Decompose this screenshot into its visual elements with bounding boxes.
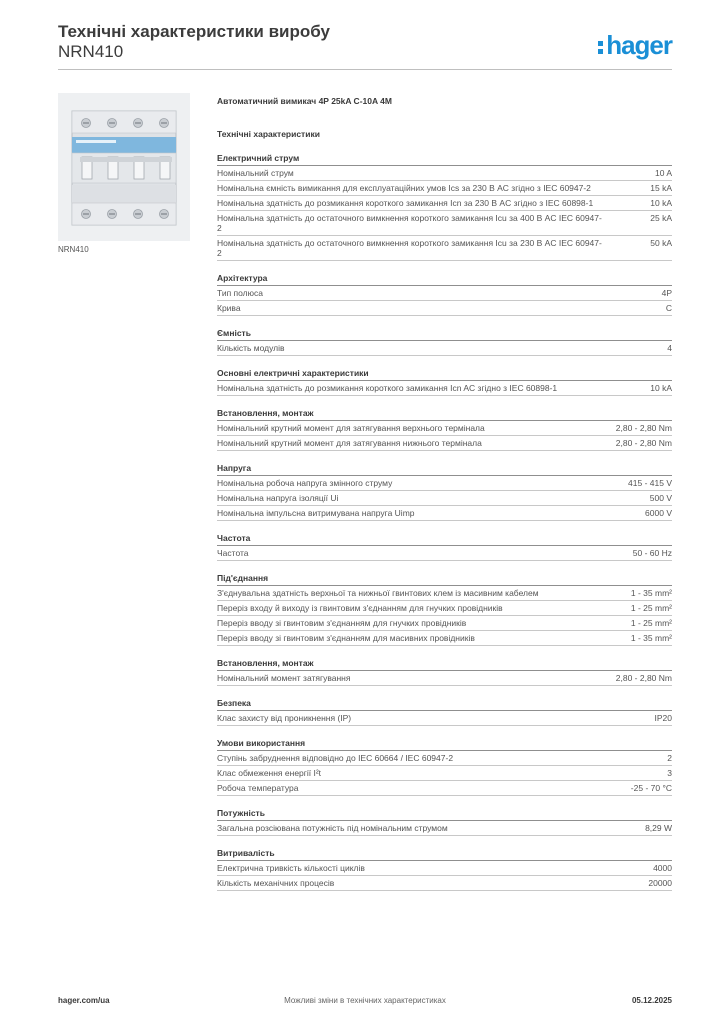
spec-value: 20000 <box>648 878 672 888</box>
spec-value: 4 <box>667 343 672 353</box>
spec-label: Номінальна здатність до остаточного вимкнення короткого замикання Icu за 400 В AC IEC 60947-2 <box>217 213 602 233</box>
product-image <box>58 93 190 241</box>
spec-row <box>217 821 672 836</box>
spec-value: 50 - 60 Hz <box>632 548 672 558</box>
section-title: Потужність <box>217 808 672 821</box>
spec-section <box>217 463 672 521</box>
spec-label: Номінальна здатність до розмикання короткого замикання Icn AC згідно з IEC 60898-1 <box>217 383 558 393</box>
spec-label: З'єднувальна здатність верхньої та нижньої гвинтових клем із масивним кабелем <box>217 588 539 598</box>
section-title: Частота <box>217 533 672 546</box>
spec-label: Переріз вводу зі гвинтовим з'єднанням для масивних провідників <box>217 633 475 643</box>
spec-value: 3 <box>667 768 672 778</box>
spec-section <box>217 273 672 316</box>
footer-note: Можливі зміни в технічних характеристиках <box>284 996 446 1005</box>
spec-value: -25 - 70 °C <box>630 783 672 793</box>
spec-value: 2 <box>667 753 672 763</box>
spec-value: 2,80 - 2,80 Nm <box>615 423 672 433</box>
spec-sections <box>217 153 672 891</box>
spec-label: Кількість модулів <box>217 343 285 353</box>
spec-value: 1 - 25 mm² <box>630 603 672 613</box>
circuit-breaker-illustration <box>58 93 190 241</box>
spec-row <box>217 476 672 491</box>
spec-row <box>217 491 672 506</box>
section-title: Під'єднання <box>217 573 672 586</box>
spec-row <box>217 506 672 521</box>
spec-label: Клас обмеження енергії I²t <box>217 768 322 778</box>
spec-section <box>217 738 672 796</box>
spec-row <box>217 601 672 616</box>
spec-value: IP20 <box>654 713 672 723</box>
spec-section <box>217 808 672 836</box>
spec-label: Номінальна ємність вимикання для експлуатаційних умов Ics за 230 В AC згідно з IEC 60947-2 <box>217 183 591 193</box>
section-title: Встановлення, монтаж <box>217 408 672 421</box>
logo-text: hager <box>606 30 672 60</box>
spec-section <box>217 573 672 646</box>
spec-value: 415 - 415 V <box>628 478 672 488</box>
spec-row <box>217 211 672 236</box>
spec-content <box>217 96 672 891</box>
spec-value: 6000 V <box>645 508 672 518</box>
footer-website: hager.com/ua <box>58 996 110 1005</box>
spec-value: 2,80 - 2,80 Nm <box>615 438 672 448</box>
spec-section <box>217 153 672 261</box>
spec-label: Номінальний момент затягування <box>217 673 351 683</box>
spec-label: Номінальна імпульсна витримувана напруга Uimp <box>217 508 415 518</box>
spec-label: Номінальний крутний момент для затягування нижнього термінала <box>217 438 482 448</box>
section-title: Основні електричні характеристики <box>217 368 672 381</box>
spec-value: 1 - 25 mm² <box>630 618 672 628</box>
spec-row <box>217 181 672 196</box>
spec-row <box>217 236 672 261</box>
spec-value: 8,29 W <box>645 823 672 833</box>
spec-row <box>217 421 672 436</box>
spec-row <box>217 341 672 356</box>
spec-row <box>217 671 672 686</box>
spec-label: Електрична тривкість кількості циклів <box>217 863 365 873</box>
product-name: Автоматичний вимикач 4P 25kA C-10A 4M <box>217 96 392 106</box>
spec-label: Номінальна здатність до розмикання короткого замикання Icn за 230 В AC згідно з IEC 60898-1 <box>217 198 594 208</box>
spec-label: Номінальна напруга ізоляції Ui <box>217 493 339 503</box>
spec-label: Загальна розсіювана потужність під номінальним струмом <box>217 823 448 833</box>
spec-value: 4P <box>661 288 672 298</box>
section-title: Електричний струм <box>217 153 672 166</box>
spec-row <box>217 381 672 396</box>
spec-row <box>217 781 672 796</box>
section-title: Ємність <box>217 328 672 341</box>
spec-label: Переріз входу й виходу із гвинтовим з'єднанням для гнучких провідників <box>217 603 503 613</box>
spec-row <box>217 766 672 781</box>
spec-label: Номінальна робоча напруга змінного струму <box>217 478 393 488</box>
spec-section <box>217 698 672 726</box>
spec-label: Номінальний струм <box>217 168 294 178</box>
footer-date: 05.12.2025 <box>631 996 672 1005</box>
spec-row <box>217 546 672 561</box>
section-title: Напруга <box>217 463 672 476</box>
spec-row <box>217 711 672 726</box>
spec-value: C <box>665 303 672 313</box>
spec-label: Частота <box>217 548 249 558</box>
spec-label: Переріз вводу зі гвинтовим з'єднанням для гнучких провідників <box>217 618 467 628</box>
spec-value: 500 V <box>649 493 672 503</box>
spec-row <box>217 166 672 181</box>
product-code: NRN410 <box>58 42 124 61</box>
spec-value: 10 A <box>654 168 672 178</box>
spec-label: Клас захисту від проникнення (IP) <box>217 713 352 723</box>
tech-specs-heading: Технічні характеристики <box>217 129 320 139</box>
spec-value: 25 kA <box>650 213 672 223</box>
spec-label: Ступінь забруднення відповідно до IEC 60664 / IEC 60947-2 <box>217 753 454 763</box>
spec-value: 2,80 - 2,80 Nm <box>615 673 672 683</box>
spec-row <box>217 436 672 451</box>
spec-row <box>217 876 672 891</box>
section-title: Умови використання <box>217 738 672 751</box>
spec-value: 1 - 35 mm² <box>630 633 672 643</box>
spec-label: Тип полюса <box>217 288 263 298</box>
spec-label: Кількість механічних процесів <box>217 878 335 888</box>
logo-dots-icon <box>598 39 604 55</box>
spec-row <box>217 751 672 766</box>
page-header <box>58 22 672 70</box>
spec-value: 10 kA <box>650 198 672 208</box>
spec-label: Робоча температура <box>217 783 299 793</box>
section-title: Витривалість <box>217 848 672 861</box>
section-title: Безпека <box>217 698 672 711</box>
spec-label: Номінальна здатність до остаточного вимкнення короткого замикання Icu за 230 В AC IEC 60947-2 <box>217 238 602 258</box>
spec-section <box>217 408 672 451</box>
spec-row <box>217 301 672 316</box>
spec-row <box>217 286 672 301</box>
spec-label: Крива <box>217 303 241 313</box>
spec-row <box>217 586 672 601</box>
hager-logo <box>598 30 672 61</box>
product-image-caption: NRN410 <box>58 245 89 254</box>
spec-value: 1 - 35 mm² <box>630 588 672 598</box>
spec-section <box>217 658 672 686</box>
spec-value: 50 kA <box>650 238 672 248</box>
section-title: Встановлення, монтаж <box>217 658 672 671</box>
spec-row <box>217 861 672 876</box>
section-title: Архітектура <box>217 273 672 286</box>
spec-label: Номінальний крутний момент для затягування верхнього термінала <box>217 423 485 433</box>
spec-value: 15 kA <box>650 183 672 193</box>
spec-value: 10 kA <box>650 383 672 393</box>
spec-row <box>217 616 672 631</box>
spec-section <box>217 328 672 356</box>
spec-section <box>217 368 672 396</box>
spec-value: 4000 <box>653 863 672 873</box>
spec-section <box>217 533 672 561</box>
spec-row <box>217 631 672 646</box>
spec-row <box>217 196 672 211</box>
page-title: Технічні характеристики виробу <box>58 22 330 41</box>
spec-section <box>217 848 672 891</box>
